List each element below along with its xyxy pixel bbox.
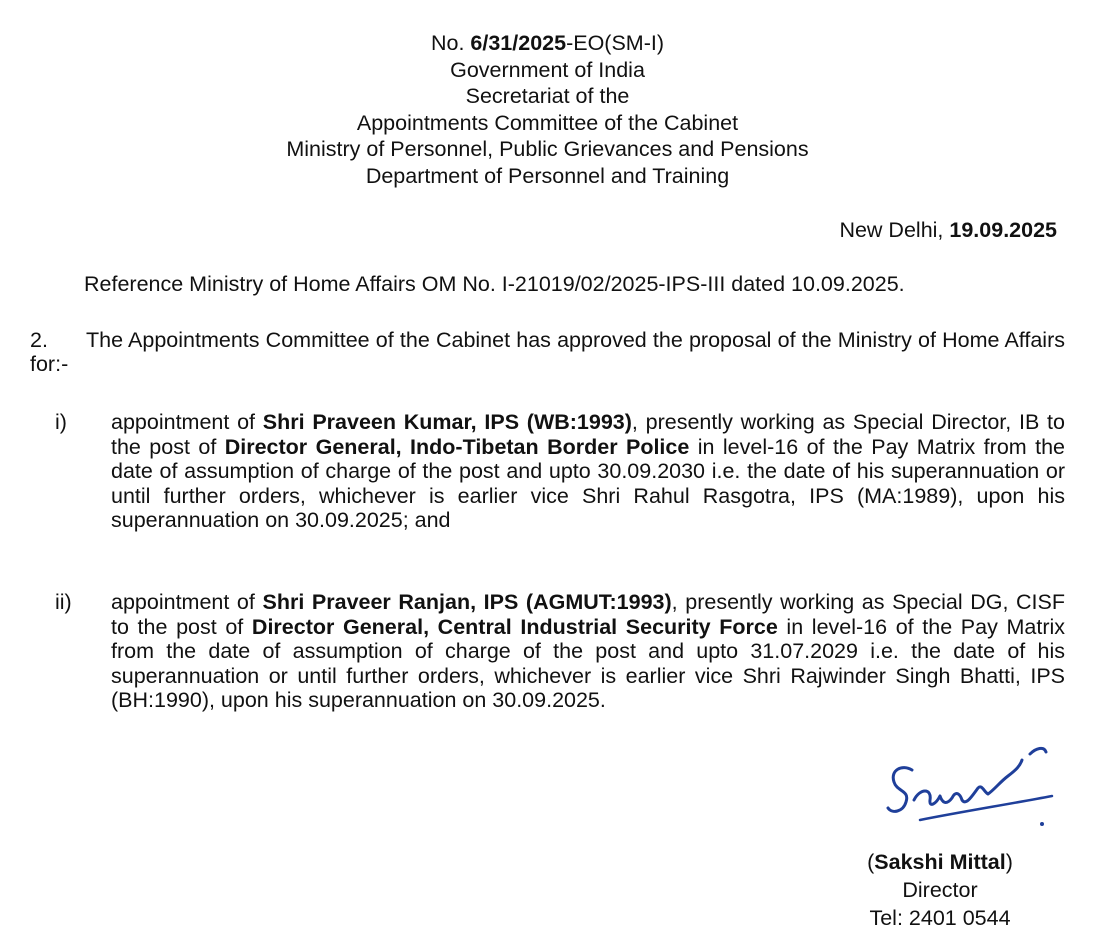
committee-line: Appointments Committee of the Cabinet [356, 110, 739, 135]
order-number-suffix: -EO(SM-I) [566, 31, 665, 55]
item-text: in level-16 of the Pay Matrix from the date of assumption of charge of the post and upto 31.07.2029 i.e. the date of his superannuation or until further orders, whichever is earlier vice Shri Rajwinder Singh Bhatti, IPS (BH:1990), upon his superannuation on 30.09.2025. [111, 614, 1066, 712]
item-body [111, 410, 1065, 533]
order-number [0, 30, 1095, 57]
item-text: , presently working as Special Director, IB to the post of [111, 410, 1065, 459]
paragraph-number: 2. [30, 328, 48, 352]
date-place: New Delhi, [839, 218, 950, 242]
paren: ( [867, 850, 875, 874]
list-item [30, 590, 1065, 713]
signatory-name-line [840, 848, 1040, 876]
paragraph-text: The Appointments Committee of the Cabinet has approved the proposal of the Ministry of Home Affairs for:- [30, 328, 1065, 376]
item-body [111, 590, 1065, 713]
paren: ) [1005, 850, 1013, 874]
order-number-bold: 6/31/2025 [470, 31, 567, 55]
appointee-name: Shri Praveen Kumar, IPS (WB:1993) [262, 410, 632, 434]
department-line: Department of Personnel and Training [365, 163, 730, 188]
paragraph-2 [30, 328, 1065, 376]
signatory-block [840, 848, 1040, 932]
date-line [839, 218, 1057, 242]
item-text: , presently working as Special DG, CISF to the post of [111, 590, 1066, 639]
ministry-line: Ministry of Personnel, Public Grievances and Pensions [286, 137, 809, 161]
item-text: appointment of [111, 590, 263, 614]
signatory-telephone: Tel: 2401 0544 [869, 906, 1011, 930]
item-text: appointment of [111, 410, 263, 434]
item-numeral: ii) [55, 590, 72, 614]
post-title: Director General, Central Industrial Security Force [251, 614, 778, 639]
secretariat-line: Secretariat of the [465, 84, 630, 108]
government-line: Government of India [450, 57, 645, 82]
appointee-name: Shri Praveer Ranjan, IPS (AGMUT:1993) [262, 590, 672, 614]
reference-line: Reference Ministry of Home Affairs OM No. I-21019/02/2025-IPS-III dated 10.09.2025. [84, 272, 905, 296]
signatory-name: Sakshi Mittal [874, 850, 1006, 874]
letterhead [0, 30, 1095, 189]
handwritten-signature [880, 740, 1060, 835]
order-number-prefix: No. [430, 31, 471, 55]
post-title: Director General, Indo-Tibetan Border Police [224, 434, 690, 459]
item-numeral: i) [55, 410, 67, 434]
signatory-designation: Director [902, 878, 978, 902]
list-item [30, 410, 1065, 533]
item-text: in level-16 of the Pay Matrix from the date of assumption of charge of the post and upto 30.09.2030 i.e. the date of his superannuation or until further orders, whichever is earlier vice Shri Rahul Rasgotra, IPS (MA:1989), upon his superannuation on 30.09.2025; and [111, 434, 1065, 532]
date-value: 19.09.2025 [949, 218, 1057, 242]
